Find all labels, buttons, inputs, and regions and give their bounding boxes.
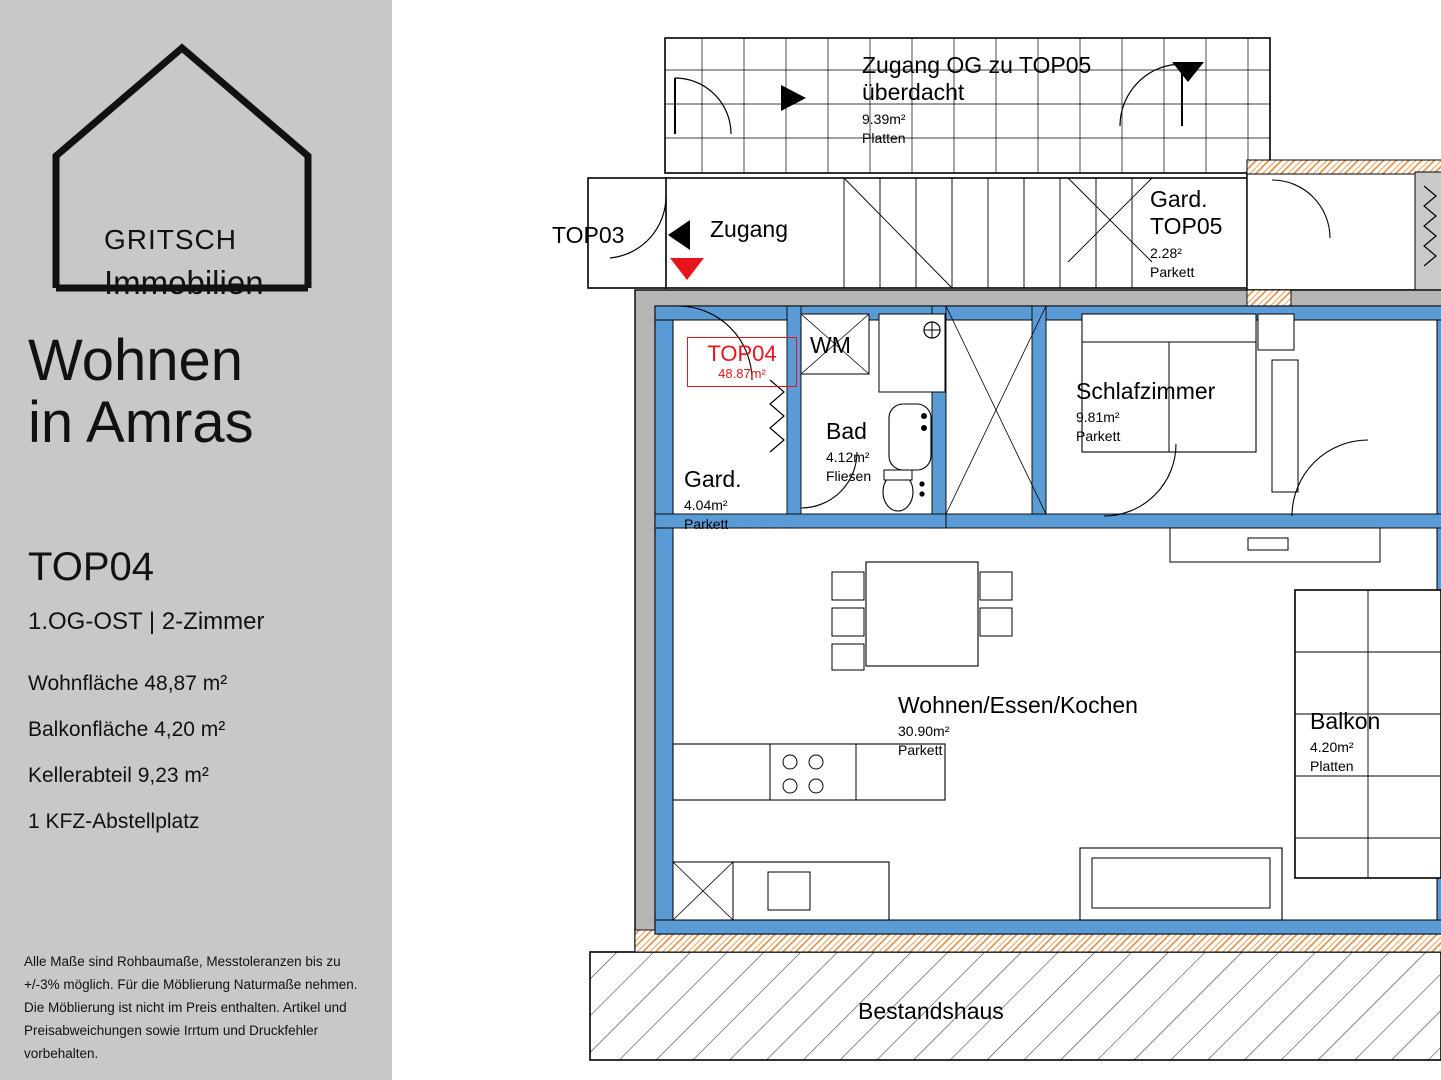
- fact-kfz: 1 KFZ-Abstellplatz: [28, 810, 200, 833]
- label-schlafzimmer-material: Parkett: [1076, 428, 1121, 444]
- label-zugang-og-title: Zugang OG zu TOP05: [862, 52, 1092, 78]
- label-wm: WM: [810, 332, 851, 358]
- label-wohnen-material: Parkett: [898, 742, 943, 758]
- label-schlafzimmer-title: Schlafzimmer: [1076, 378, 1216, 404]
- label-bad-material: Fliesen: [826, 468, 872, 484]
- logo-text-secondary: Immobilien: [104, 264, 264, 301]
- label-zugang-og: [862, 52, 1091, 148]
- page-title-line2: in Amras: [28, 390, 254, 455]
- disclaimer-text: Alle Maße sind Rohbaumaße, Messtoleranzen bis zu +/-3% möglich. Für die Möblierung Naturmaße nehmen. Die Möblierung ist nicht im Preis enthalten. Artikel und Preisabweichungen sowie Irrtum und Druckfehler vorbehalten.: [24, 954, 358, 1061]
- label-balkon: [1310, 708, 1380, 776]
- label-wohnen-title: Wohnen/Essen/Kochen: [898, 692, 1138, 718]
- label-balkon-area: 4.20m²: [1310, 739, 1354, 755]
- unit-badge-label: TOP04: [707, 341, 777, 366]
- label-bestandshaus: Bestandshaus: [858, 998, 1004, 1024]
- label-gard: [684, 466, 742, 534]
- gard-top05-room: [1247, 160, 1441, 290]
- unit-subtitle: 1.OG-OST | 2-Zimmer: [28, 608, 265, 635]
- unit-badge-area: 48.87m²: [718, 366, 766, 381]
- fact-wohnflaeche: Wohnfläche 48,87 m²: [28, 672, 228, 695]
- label-bad-title: Bad: [826, 418, 867, 444]
- label-wohnen-area: 30.90m²: [898, 723, 950, 739]
- label-gard-top05-title1: Gard.: [1150, 186, 1208, 212]
- page-title: [28, 330, 378, 454]
- page-title-line1: Wohnen: [28, 328, 243, 393]
- fact-balkonflaeche: Balkonfläche 4,20 m²: [28, 718, 226, 741]
- sidebar: [0, 0, 392, 1080]
- label-balkon-material: Platten: [1310, 758, 1354, 774]
- label-zugang-og-material: Platten: [862, 130, 906, 146]
- label-gard-material: Parkett: [684, 516, 729, 532]
- logo: [48, 38, 316, 301]
- floorplan-drawing: [392, 0, 1441, 1080]
- label-gard-top05-area: 2.28²: [1150, 245, 1182, 261]
- label-zugang-og-area: 9.39m²: [862, 111, 906, 127]
- label-top03: TOP03: [552, 222, 625, 248]
- label-gard-top05: [1150, 186, 1222, 282]
- label-gard-top05-title2: TOP05: [1150, 213, 1223, 239]
- label-bad: [826, 418, 871, 486]
- label-schlafzimmer: [1076, 378, 1215, 446]
- label-gard-title: Gard.: [684, 466, 742, 492]
- label-balkon-title: Balkon: [1310, 708, 1381, 734]
- label-zugang: Zugang: [710, 216, 789, 242]
- label-wohnen: [898, 692, 1138, 760]
- house-outline-logo-icon: [48, 38, 316, 296]
- label-gard-area: 4.04m²: [684, 497, 728, 513]
- unit-badge: [687, 337, 797, 387]
- fact-kellerabteil: Kellerabteil 9,23 m²: [28, 764, 209, 787]
- label-zugang-og-title2: überdacht: [862, 79, 965, 105]
- floorplan: [392, 0, 1441, 1080]
- bestandshaus-block: [590, 952, 1441, 1060]
- label-bad-area: 4.12m²: [826, 449, 870, 465]
- facts-list: [28, 672, 378, 856]
- label-schlafzimmer-area: 9.81m²: [1076, 409, 1120, 425]
- logo-text-primary: GRITSCH: [104, 224, 237, 255]
- label-gard-top05-material: Parkett: [1150, 264, 1195, 280]
- unit-title: TOP04: [28, 545, 154, 589]
